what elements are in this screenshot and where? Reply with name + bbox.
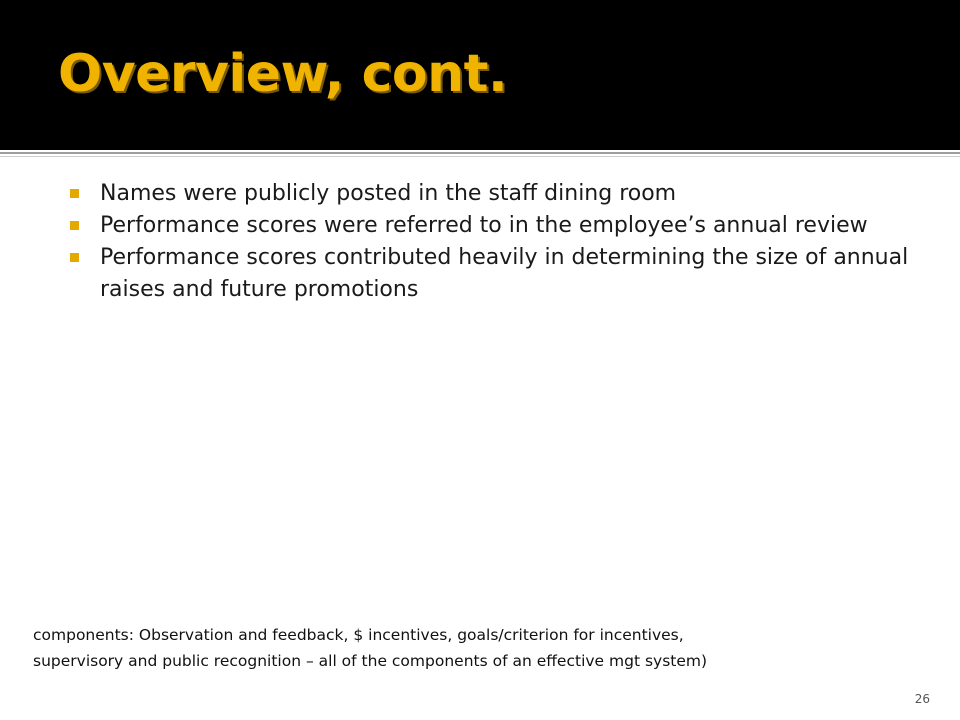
bullet-item (64, 178, 924, 210)
bullet-text: Names were publicly posted in the staff dining room (100, 181, 677, 206)
square-bullet-icon (70, 221, 79, 230)
bullet-item (64, 210, 924, 242)
notes-line-1: components: Observation and feedback, $ incentives, goals/criterion for incentives, (33, 626, 684, 644)
title-divider (0, 152, 960, 154)
slide-number: 26 (914, 692, 930, 706)
square-bullet-icon (70, 253, 79, 262)
square-bullet-icon (70, 189, 79, 198)
bullet-text: Performance scores contributed heavily in determining the size of annual raises and future promotions (100, 245, 909, 302)
notes-line-2: supervisory and public recognition – all of the components of an effective mgt system) (33, 652, 708, 670)
title-divider-thin (0, 156, 960, 157)
slide-title: Overview, cont. (58, 44, 508, 104)
speaker-notes-text (33, 622, 933, 674)
bullet-item (64, 242, 924, 306)
bullet-text: Performance scores were referred to in the employee’s annual review (100, 213, 868, 238)
title-bar (0, 0, 960, 150)
bullet-list (64, 178, 924, 306)
